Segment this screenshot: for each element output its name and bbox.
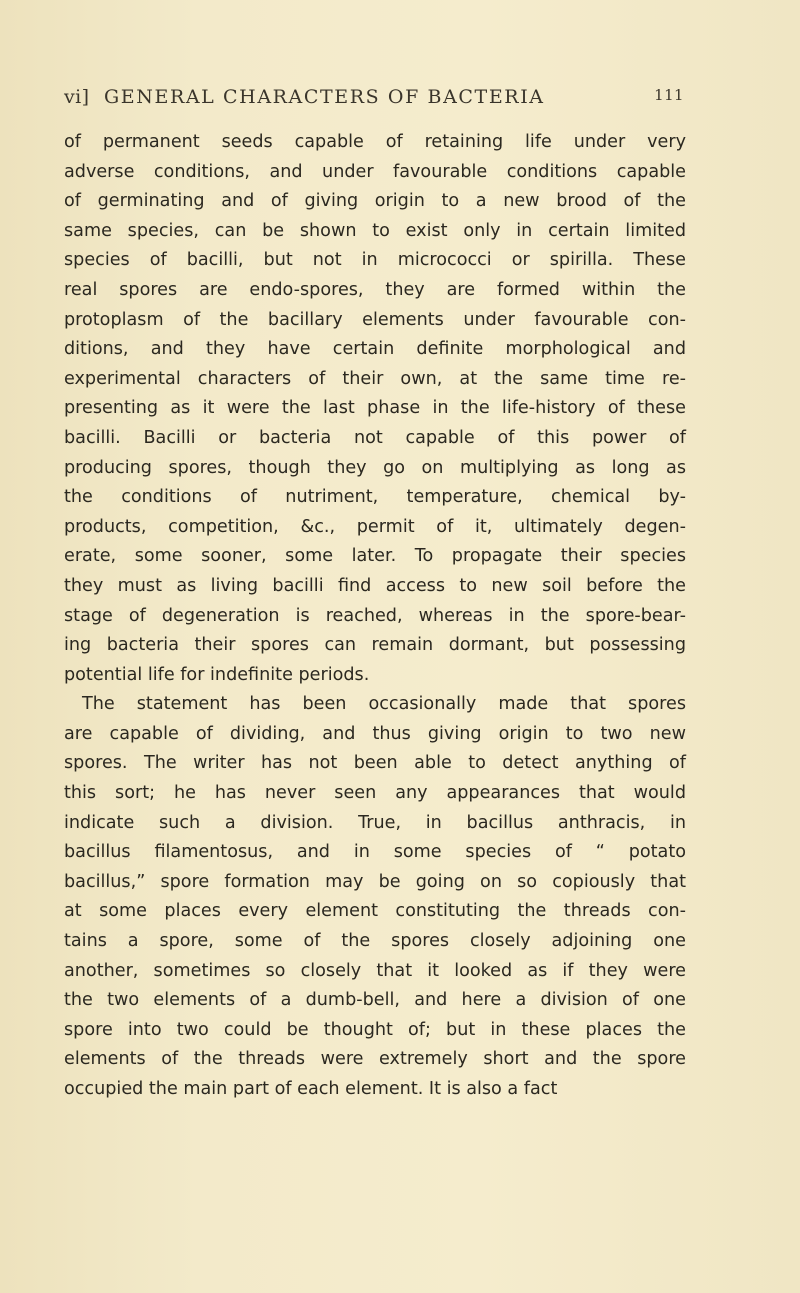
body-text [64, 128, 686, 1105]
text-line: elements of the threads were extremely short and the spore [64, 1049, 686, 1070]
chapter-number: vi] [64, 86, 90, 108]
text-line: The statement has been occasionally made that spores [82, 694, 686, 715]
text-line: potential life for indefinite periods. [64, 664, 370, 685]
text-line: same species, can be shown to exist only in certain limited [64, 220, 686, 241]
paragraph [64, 690, 686, 1104]
text-line: species of bacilli, but not in micrococci or spirilla. These [64, 250, 686, 271]
page-number: 111 [654, 86, 684, 104]
text-line: are capable of dividing, and thus giving origin to two new [64, 723, 686, 744]
text-line: the two elements of a dumb-bell, and here a division of one [64, 990, 686, 1011]
text-line: presenting as it were the last phase in the life-history of these [64, 398, 686, 419]
text-line: of permanent seeds capable of retaining life under very [64, 132, 686, 152]
text-line: indicate such a division. True, in bacillus anthracis, in [64, 812, 686, 833]
paragraph [64, 128, 686, 690]
text-line: producing spores, though they go on multiplying as long as [64, 457, 686, 478]
text-line: adverse conditions, and under favourable conditions capable [64, 161, 686, 182]
text-line: real spores are endo-spores, they are formed within the [64, 279, 686, 300]
text-line: ditions, and they have certain definite morphological and [64, 339, 686, 360]
text-line: bacilli. Bacilli or bacteria not capable of this power of [64, 427, 686, 448]
text-line: at some places every element constituting the threads con- [64, 901, 686, 922]
text-line: they must as living bacilli find access to new soil before the [64, 575, 686, 596]
text-line: bacillus,” spore formation may be going on so copiously that [64, 871, 686, 892]
text-line: spores. The writer has not been able to detect anything of [64, 753, 686, 774]
text-line: spore into two could be thought of; but in these places the [64, 1019, 686, 1040]
text-line: products, competition, &c., permit of it, ultimately degen- [64, 516, 686, 537]
text-line: protoplasm of the bacillary elements under favourable con- [64, 309, 686, 330]
running-title: GENERAL CHARACTERS OF BACTERIA [104, 86, 545, 108]
text-line: of germinating and of giving origin to a new brood of the [64, 191, 686, 212]
text-line: this sort; he has never seen any appearances that would [64, 783, 686, 804]
text-line: the conditions of nutriment, temperature, chemical by- [64, 487, 686, 508]
text-line: stage of degeneration is reached, whereas in the spore-bear- [64, 605, 686, 626]
text-line: experimental characters of their own, at the same time re- [64, 368, 686, 389]
text-line: bacillus filamentosus, and in some species of “ potato [64, 842, 686, 863]
text-line: ing bacteria their spores can remain dormant, but possessing [64, 635, 686, 656]
text-line: another, sometimes so closely that it looked as if they were [64, 960, 686, 981]
text-line: tains a spore, some of the spores closely adjoining one [64, 931, 686, 952]
text-line: occupied the main part of each element. It is also a fact [64, 1079, 558, 1099]
running-header [64, 86, 684, 120]
text-line: erate, some sooner, some later. To propagate their species [64, 546, 686, 567]
